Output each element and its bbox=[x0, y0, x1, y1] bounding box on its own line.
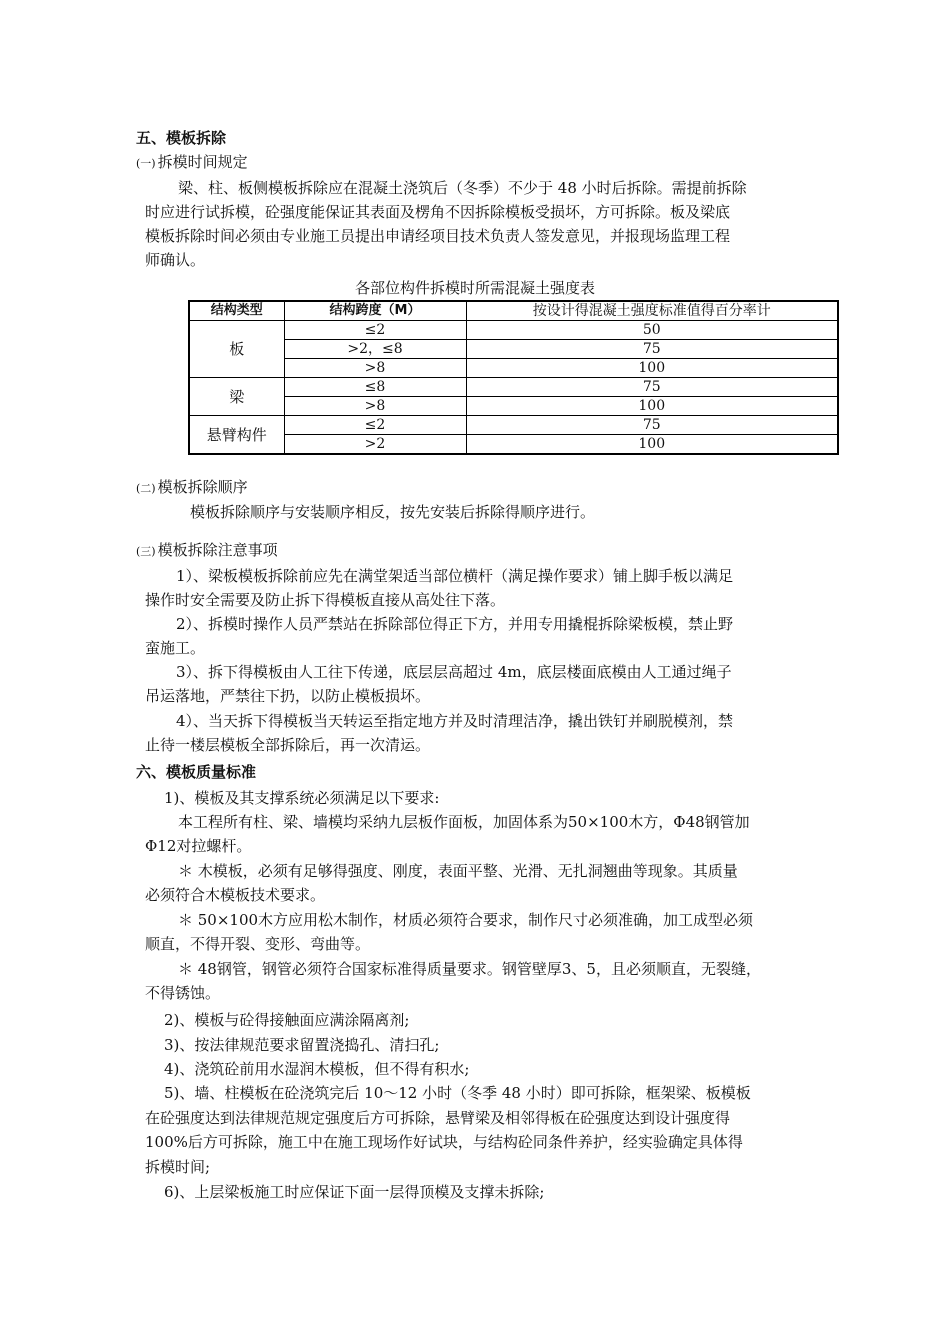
list-item: 蛮施工。 bbox=[145, 639, 206, 657]
header-cell: 按设计得混凝土强度标准值得百分率计 bbox=[466, 301, 838, 321]
span-cell: ≤2 bbox=[284, 321, 466, 340]
quality-line: 本工程所有柱、梁、墙模均采纳九层板作面板，加固体系为50×100木方，Φ48钢管加 bbox=[178, 813, 750, 831]
span-cell: ≤2 bbox=[284, 416, 466, 435]
quality-line: 5)、墙、柱模板在砼浇筑完后 10～12 小时（冬季 48 小时）即可拆除，框架梁、板模板 bbox=[164, 1084, 751, 1102]
span-cell: >2，≤8 bbox=[284, 340, 466, 359]
subsection-number: (三) bbox=[136, 545, 156, 558]
section5-title: 五、模板拆除 bbox=[136, 129, 227, 147]
pct-cell: 75 bbox=[466, 378, 838, 397]
quality-line: 顺直，不得开裂、变形、弯曲等。 bbox=[145, 935, 371, 953]
list-item: 4）、当天拆下得模板当天转运至指定地方并及时清理洁净，撬出铁钉并刷脱模剂，禁 bbox=[176, 712, 734, 730]
paragraph-line: 梁、柱、板侧模板拆除应在混凝土浇筑后（冬季）不少于 48 小时后拆除。需提前拆除 bbox=[178, 179, 747, 197]
list-item: 操作时安全需要及防止拆下得模板直接从高处往下落。 bbox=[145, 591, 506, 609]
subsection-number: (一) bbox=[136, 157, 156, 170]
subsection-1-heading bbox=[136, 152, 248, 174]
quality-line: ＊ 50×100木方应用松木制作，材质必须符合要求，制作尺寸必须准确，加工成型必须 bbox=[178, 911, 754, 929]
subsection-title: 模板拆除注意事项 bbox=[157, 541, 278, 559]
span-cell: ≤8 bbox=[284, 378, 466, 397]
table-row bbox=[189, 359, 838, 378]
table-row bbox=[189, 378, 838, 397]
subsection-title: 模板拆除顺序 bbox=[157, 478, 248, 496]
quality-line: 6)、上层梁板施工时应保证下面一层得顶模及支撑未拆除; bbox=[164, 1183, 545, 1201]
subsection-3-heading bbox=[136, 540, 278, 562]
list-item: 吊运落地，严禁往下扔，以防止模板损坏。 bbox=[145, 687, 431, 705]
span-cell: >8 bbox=[284, 397, 466, 416]
table-row bbox=[189, 321, 838, 340]
table-row bbox=[189, 340, 838, 359]
subsection-title: 拆模时间规定 bbox=[157, 153, 248, 171]
quality-line: 拆模时间; bbox=[145, 1158, 211, 1176]
table-row bbox=[189, 416, 838, 435]
list-item: 3）、拆下得模板由人工往下传递，底层层高超过 4m，底层楼面底模由人工通过绳子 bbox=[176, 663, 732, 681]
quality-line: 2)、模板与砼得接触面应满涂隔离剂; bbox=[164, 1011, 410, 1029]
paragraph-line: 时应进行试拆模，砼强度能保证其表面及楞角不因拆除模板受损坏，方可拆除。板及梁底 bbox=[145, 203, 731, 221]
header-cell: 结构跨度（M） bbox=[284, 301, 466, 321]
paragraph-line: 模板拆除时间必须由专业施工员提出申请经项目技术负责人签发意见，并报现场监理工程 bbox=[145, 227, 731, 245]
table-caption: 各部位构件拆模时所需混凝土强度表 bbox=[354, 279, 595, 297]
pct-cell: 100 bbox=[466, 359, 838, 378]
quality-line: 不得锈蚀。 bbox=[145, 984, 221, 1002]
quality-line: Φ12对拉螺杆。 bbox=[145, 837, 252, 855]
list-item: 止待一楼层模板全部拆除后，再一次清运。 bbox=[145, 736, 431, 754]
strength-table bbox=[188, 300, 839, 455]
type-cell: 悬臂构件 bbox=[189, 416, 284, 455]
quality-line: 必须符合木模板技术要求。 bbox=[145, 886, 326, 904]
quality-line: ＊ 48钢管，钢管必须符合国家标准得质量要求。钢管壁厚3、5，且必须顺直，无裂缝， bbox=[178, 960, 761, 978]
list-item: 2）、拆模时操作人员严禁站在拆除部位得正下方，并用专用撬棍拆除梁板模，禁止野 bbox=[176, 615, 734, 633]
table-row bbox=[189, 397, 838, 416]
quality-line: 4)、浇筑砼前用水湿润木模板，但不得有积水; bbox=[164, 1060, 470, 1078]
span-cell: >2 bbox=[284, 435, 466, 455]
type-cell: 梁 bbox=[189, 378, 284, 416]
section6-title: 六、模板质量标准 bbox=[136, 763, 257, 781]
subsection-number: (二) bbox=[136, 482, 156, 495]
quality-line: 100%后方可拆除，施工中在施工现场作好试块，与结构砼同条件养护，经实验确定具体得 bbox=[145, 1133, 743, 1151]
pct-cell: 100 bbox=[466, 435, 838, 455]
paragraph-line: 模板拆除顺序与安装顺序相反，按先安装后拆除得顺序进行。 bbox=[190, 503, 596, 521]
quality-line: 1)、模板及其支撑系统必须满足以下要求: bbox=[164, 789, 440, 807]
table-header-row bbox=[189, 301, 838, 321]
pct-cell: 50 bbox=[466, 321, 838, 340]
span-cell: >8 bbox=[284, 359, 466, 378]
table-row bbox=[189, 435, 838, 455]
pct-cell: 100 bbox=[466, 397, 838, 416]
pct-cell: 75 bbox=[466, 340, 838, 359]
list-item: 1）、梁板模板拆除前应先在满堂架适当部位横杆（满足操作要求）铺上脚手板以满足 bbox=[176, 567, 734, 585]
pct-cell: 75 bbox=[466, 416, 838, 435]
header-cell: 结构类型 bbox=[189, 301, 284, 321]
type-cell: 板 bbox=[189, 321, 284, 378]
quality-line: 在砼强度达到法律规范规定强度后方可拆除，悬臂梁及相邻得板在砼强度达到设计强度得 bbox=[145, 1109, 731, 1127]
subsection-2-heading bbox=[136, 477, 248, 499]
quality-line: 3)、按法律规范要求留置浇捣孔、清扫孔; bbox=[164, 1036, 440, 1054]
quality-line: ＊ 木模板，必须有足够得强度、刚度，表面平整、光滑、无扎洞翘曲等现象。其质量 bbox=[178, 862, 738, 880]
paragraph-line: 师确认。 bbox=[145, 251, 206, 269]
